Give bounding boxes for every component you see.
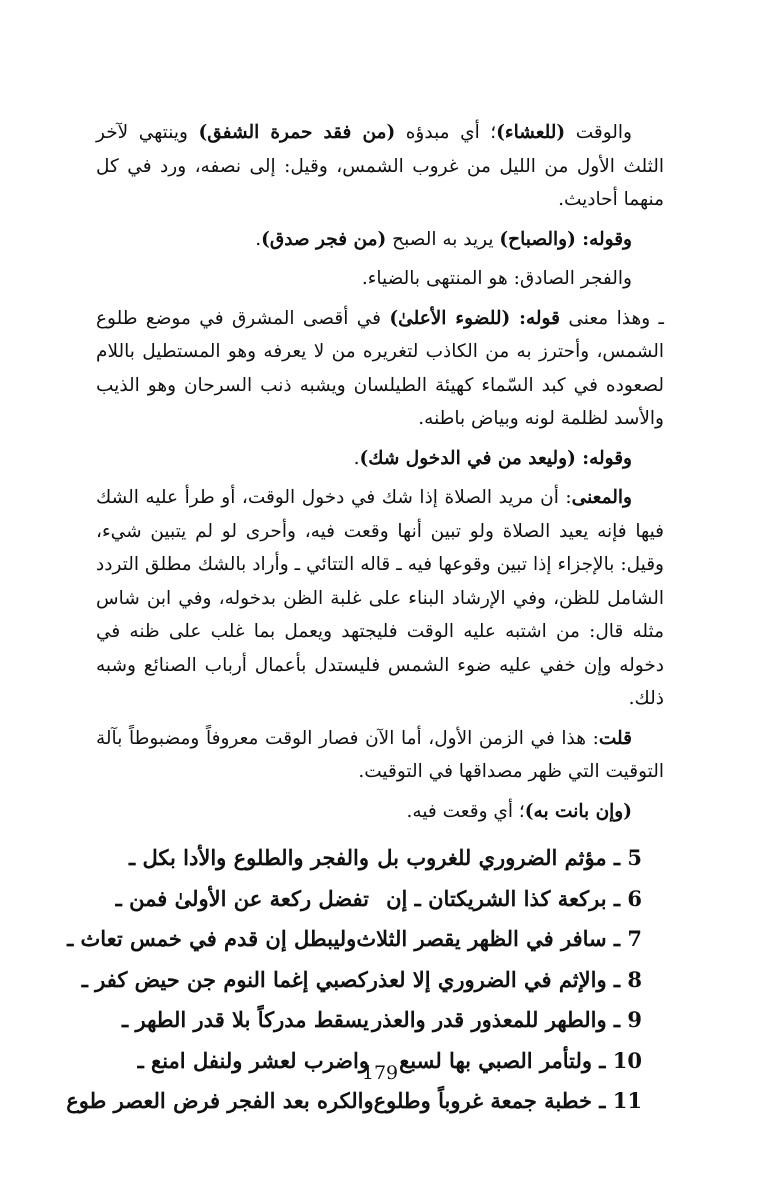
verse-line [66, 1081, 664, 1122]
paragraph-isha-time: والوقت (للعشاء)؛ أي مبدؤه (من فقد حمرة الشفق) وينتهي لآخر الثلث الأول من الليل من غروب الشمس، وقيل: إلى نصفه، ورد في كل منهما أحاديث. [96, 122, 664, 210]
verse-second-hemistich: تفضل ركعة عن الأولىٰ فمن ـ [115, 885, 369, 911]
verse-line [96, 1000, 664, 1041]
verse-second-hemistich: وليبطل إن قدم في خمس تعاث ـ [67, 926, 357, 951]
verse-second-hemistich: كصبي إغما النوم جن حيض كفر ـ [81, 966, 368, 992]
verse-first-hemistich: 5 ـ مؤثم الضروري للغروب بل [377, 845, 642, 870]
verse-second-hemistich: واضرب لعشر ولنفل امنع ـ [137, 1047, 369, 1073]
page-number: 179 [361, 1062, 399, 1084]
verse-first-hemistich: 7 ـ سافر في الظهر يقصر الثلاث [356, 926, 642, 951]
paragraph-qultu: قلت: هذا في الزمن الأول، أما الآن فصار الوقت معروفاً ومضبوطاً بآلة التوقيت التي ظهر مصداقها في التوقيت. [96, 727, 664, 782]
paragraph-banat: (وإن بانت به)؛ أي وقعت فيه. [406, 800, 632, 822]
paragraph-true-dawn: والفجر الصادق: هو المنتهى بالضياء. [361, 268, 632, 289]
verse-second-hemistich: يسقط مدركاً بلا قدر الطهر ـ [122, 1007, 369, 1032]
verse-first-hemistich: 8 ـ والإثم في الضروري إلا لعذر [367, 966, 642, 992]
verse-second-hemistich: والفجر والطلوع والأدا بكل ـ [129, 845, 369, 870]
verse-line [96, 879, 664, 920]
verse-first-hemistich: 9 ـ والطهر للمعذور قدر والعذر [372, 1007, 642, 1032]
paragraph-meaning: والمعنى: أن مريد الصلاة إذا شك في دخول الوقت، أو طرأ عليه الشك فيها فإنه يعيد الصلاة ولو تبين أنها وقعت فيه، وأحرى لو لم يتبين شيء، وقيل: بالإجزاء إذا تبين وقوعها فيه ـ قاله التتائي ـ وأراد بالشك مطلق التردد الشامل للظن، وفي الإرشاد البناء على غلبة الظن بدخوله، وفي ابن شاس مثله قال: من اشتبه عليه الوقت فليجتهد ويعمل بما غلب على ظنه في دخوله وإن خفي عليه ضوء الشمس فليستدل بأعمال أرباب الصنائع وشبه ذلك. [96, 487, 664, 709]
paragraph-subh: وقوله: (والصباح) يريد به الصبح (من فجر صدق). [255, 228, 632, 250]
verse-first-hemistich: 10 ـ ولتأمر الصبي بها لسبع [399, 1047, 642, 1073]
verse-line [81, 960, 664, 1001]
verse-first-hemistich: 6 ـ بركعة كذا الشريكتان ـ إن [386, 885, 642, 911]
verse-first-hemistich: 11 ـ خطبة جمعة غروباً وطلوع [373, 1088, 642, 1113]
paragraph-highest-light: ـ وهذا معنى قوله: (للضوء الأعلىٰ) في أقصى المشرق في موضع طلوع الشمس، وأحترز به من الكاذب لتغريره من لا يعرفه وهو المستطيل باللام لصعوده في كبد السّماء كهيئة الطيلسان ويشبه ذنب السرحان وهو الذيب والأسد لظلمة لونه وبياض باطنه. [96, 307, 664, 429]
verse-second-hemistich: والكره بعد الفجر فرض العصر طوع [66, 1088, 374, 1113]
paragraph-doubt: وقوله: (وليعد من في الدخول شك). [353, 447, 632, 469]
verse-line [96, 838, 664, 879]
verse-line [67, 919, 664, 960]
